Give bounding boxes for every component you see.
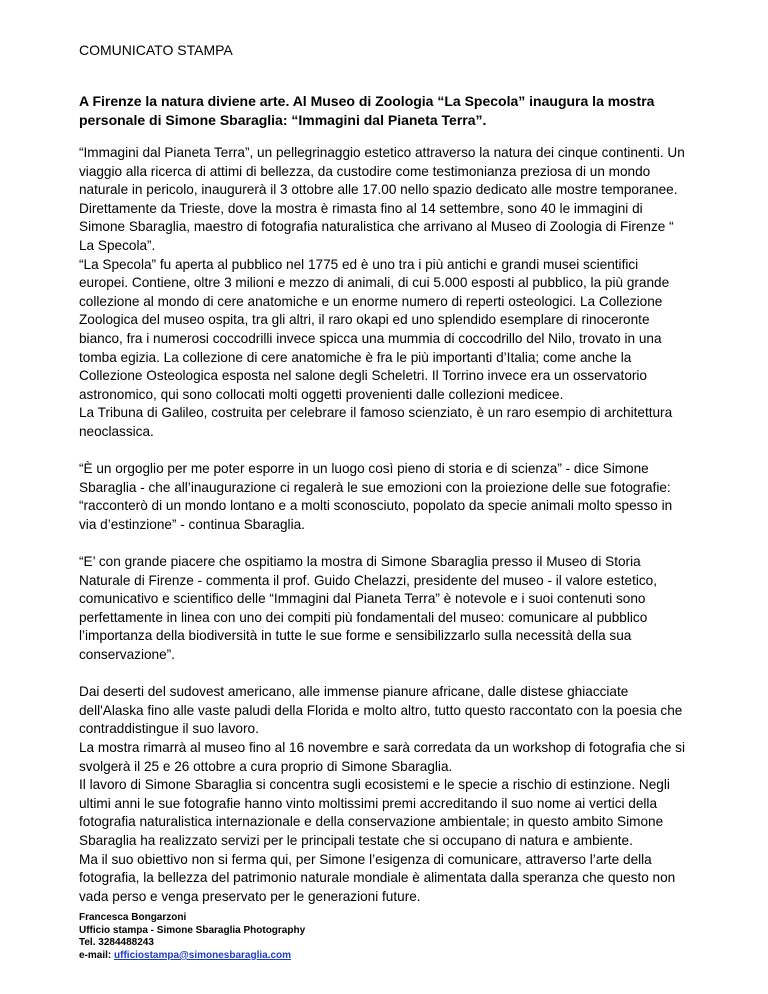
body-line: Il lavoro di Simone Sbaraglia si concentra sugli ecosistemi e le specie a rischio di estinzione. Negli ultimi anni le sue fotografie hanno vinto moltissimi premi accreditando il suo nome ai vertici della fotografia naturalistica internazionale e della conservazione ambientale; in questo ambito Simone Sbaraglia ha realizzato servizi per le principali testate che si occupano di natura e ambiente. (79, 777, 670, 848)
document-body (79, 144, 691, 925)
body-line: Ma il suo obiettivo non si ferma qui, per Simone l’esigenza di comunicare, attraverso l’arte della fotografia, la bellezza del patrimonio naturale mondiale è alimentata dalla speranza che questo non vada perso e venga preservato per le generazioni future. (79, 851, 676, 904)
contact-email-row (79, 950, 305, 963)
contact-role: Ufficio stampa - Simone Sbaraglia Photography (79, 924, 306, 936)
body-line: La mostra rimarrà al museo fino al 16 novembre e sarà corredata da un workshop di fotografia che si svolgerà il 25 e 26 ottobre a cura proprio di Simone Sbaraglia. (79, 740, 685, 774)
contact-email-link[interactable]: ufficiostampa@simonesbaraglia.com (114, 949, 292, 961)
contact-phone: Tel. 3284488243 (79, 937, 154, 949)
paragraph-artist-quote (79, 460, 691, 534)
contact-footer (79, 912, 305, 962)
body-line: “E’ con grande piacere che ospitiamo la mostra di Simone Sbaraglia presso il Museo di Storia Naturale di Firenze - commenta il prof. Guido Chelazzi, presidente del museo - il valore estetico, comunicativo e scientifico delle “Immagini dal Pianeta Terra” è notevole e i suoi contenuti sono perfettamente in linea con uno dei compiti più fondamentali del museo: comunicare al pubblico l’importanza della biodiversità in tutte le sue forme e sensibilizzarlo sulla necessità della sua conservazione”. (79, 554, 657, 663)
contact-email-label: e-mail: (79, 949, 115, 961)
body-line: “Immagini dal Pianeta Terra”, un pellegrinaggio estetico attraverso la natura dei cinque continenti. Un viaggio alla ricerca di attimi di bellezza, da custodire come testimonianza preziosa di un mondo naturale in pericolo, inaugurerà il 3 ottobre alle 17.00 nello spazio dedicato alle mostre temporanee. (79, 145, 685, 198)
body-line: La Tribuna di Galileo, costruita per celebrare il famoso scienziato, è un raro esempio di architettura neoclassica. (79, 405, 673, 439)
press-release-label: COMUNICATO STAMPA (79, 42, 233, 58)
document-title: A Firenze la natura diviene arte. Al Museo di Zoologia “La Specola” inaugura la mostra personale di Simone Sbaraglia: “Immagini dal Pianeta Terra”. (79, 93, 655, 128)
paragraph-exhibition-details (79, 683, 691, 906)
paragraph-intro (79, 144, 691, 442)
body-line: Dai deserti del sudovest americano, alle immense pianure africane, dalle distese ghiacciate dell'Alaska fino alle vaste paludi della Florida e molto altro, tutto questo raccontato con la poesia che contraddistingue il suo lavoro. (79, 684, 683, 737)
body-line: “La Specola” fu aperta al pubblico nel 1775 ed è uno tra i più antichi e grandi musei scientifici europei. Contiene, oltre 3 milioni e mezzo di animali, di cui 5.000 esposti al pubblico, la più grande collezione al mondo di cere anatomiche e un enorme numero di reperti osteologici. La Collezione Zoologica del museo ospita, tra gli altri, il raro okapi ed uno splendido esemplare di rinoceronte bianco, fra i numerosi coccodrilli invece spicca una mummia di coccodrillo del Nilo, trovato in una tomba egizia. La collezione di cere anatomiche è fra le più importanti d’Italia; come anche la Collezione Osteologica esposta nel salone degli Scheletri. Il Torrino invece era un osservatorio astronomico, qui sono collocati molti oggetti provenienti dalle collezioni medicee. (79, 256, 670, 402)
contact-name: Francesca Bongarzoni (79, 912, 187, 923)
body-line: Direttamente da Trieste, dove la mostra è rimasta fino al 14 settembre, sono 40 le immagini di Simone Sbaraglia, maestro di fotografia naturalistica che arrivano al Museo di Zoologia di Firenze “ La Specola”. (79, 200, 674, 253)
paragraph-president-quote (79, 553, 691, 665)
body-line: “È un orgoglio per me poter esporre in un luogo così pieno di storia e di scienza” - dice Simone Sbaraglia - che all’inaugurazione ci regalerà le sue emozioni con la proiezione delle sue fotografie: “racconterò di un mondo lontano e a molti sconosciuto, popolato da specie animali molto spesso in via d’estinzione” - continua Sbaraglia. (79, 461, 673, 532)
